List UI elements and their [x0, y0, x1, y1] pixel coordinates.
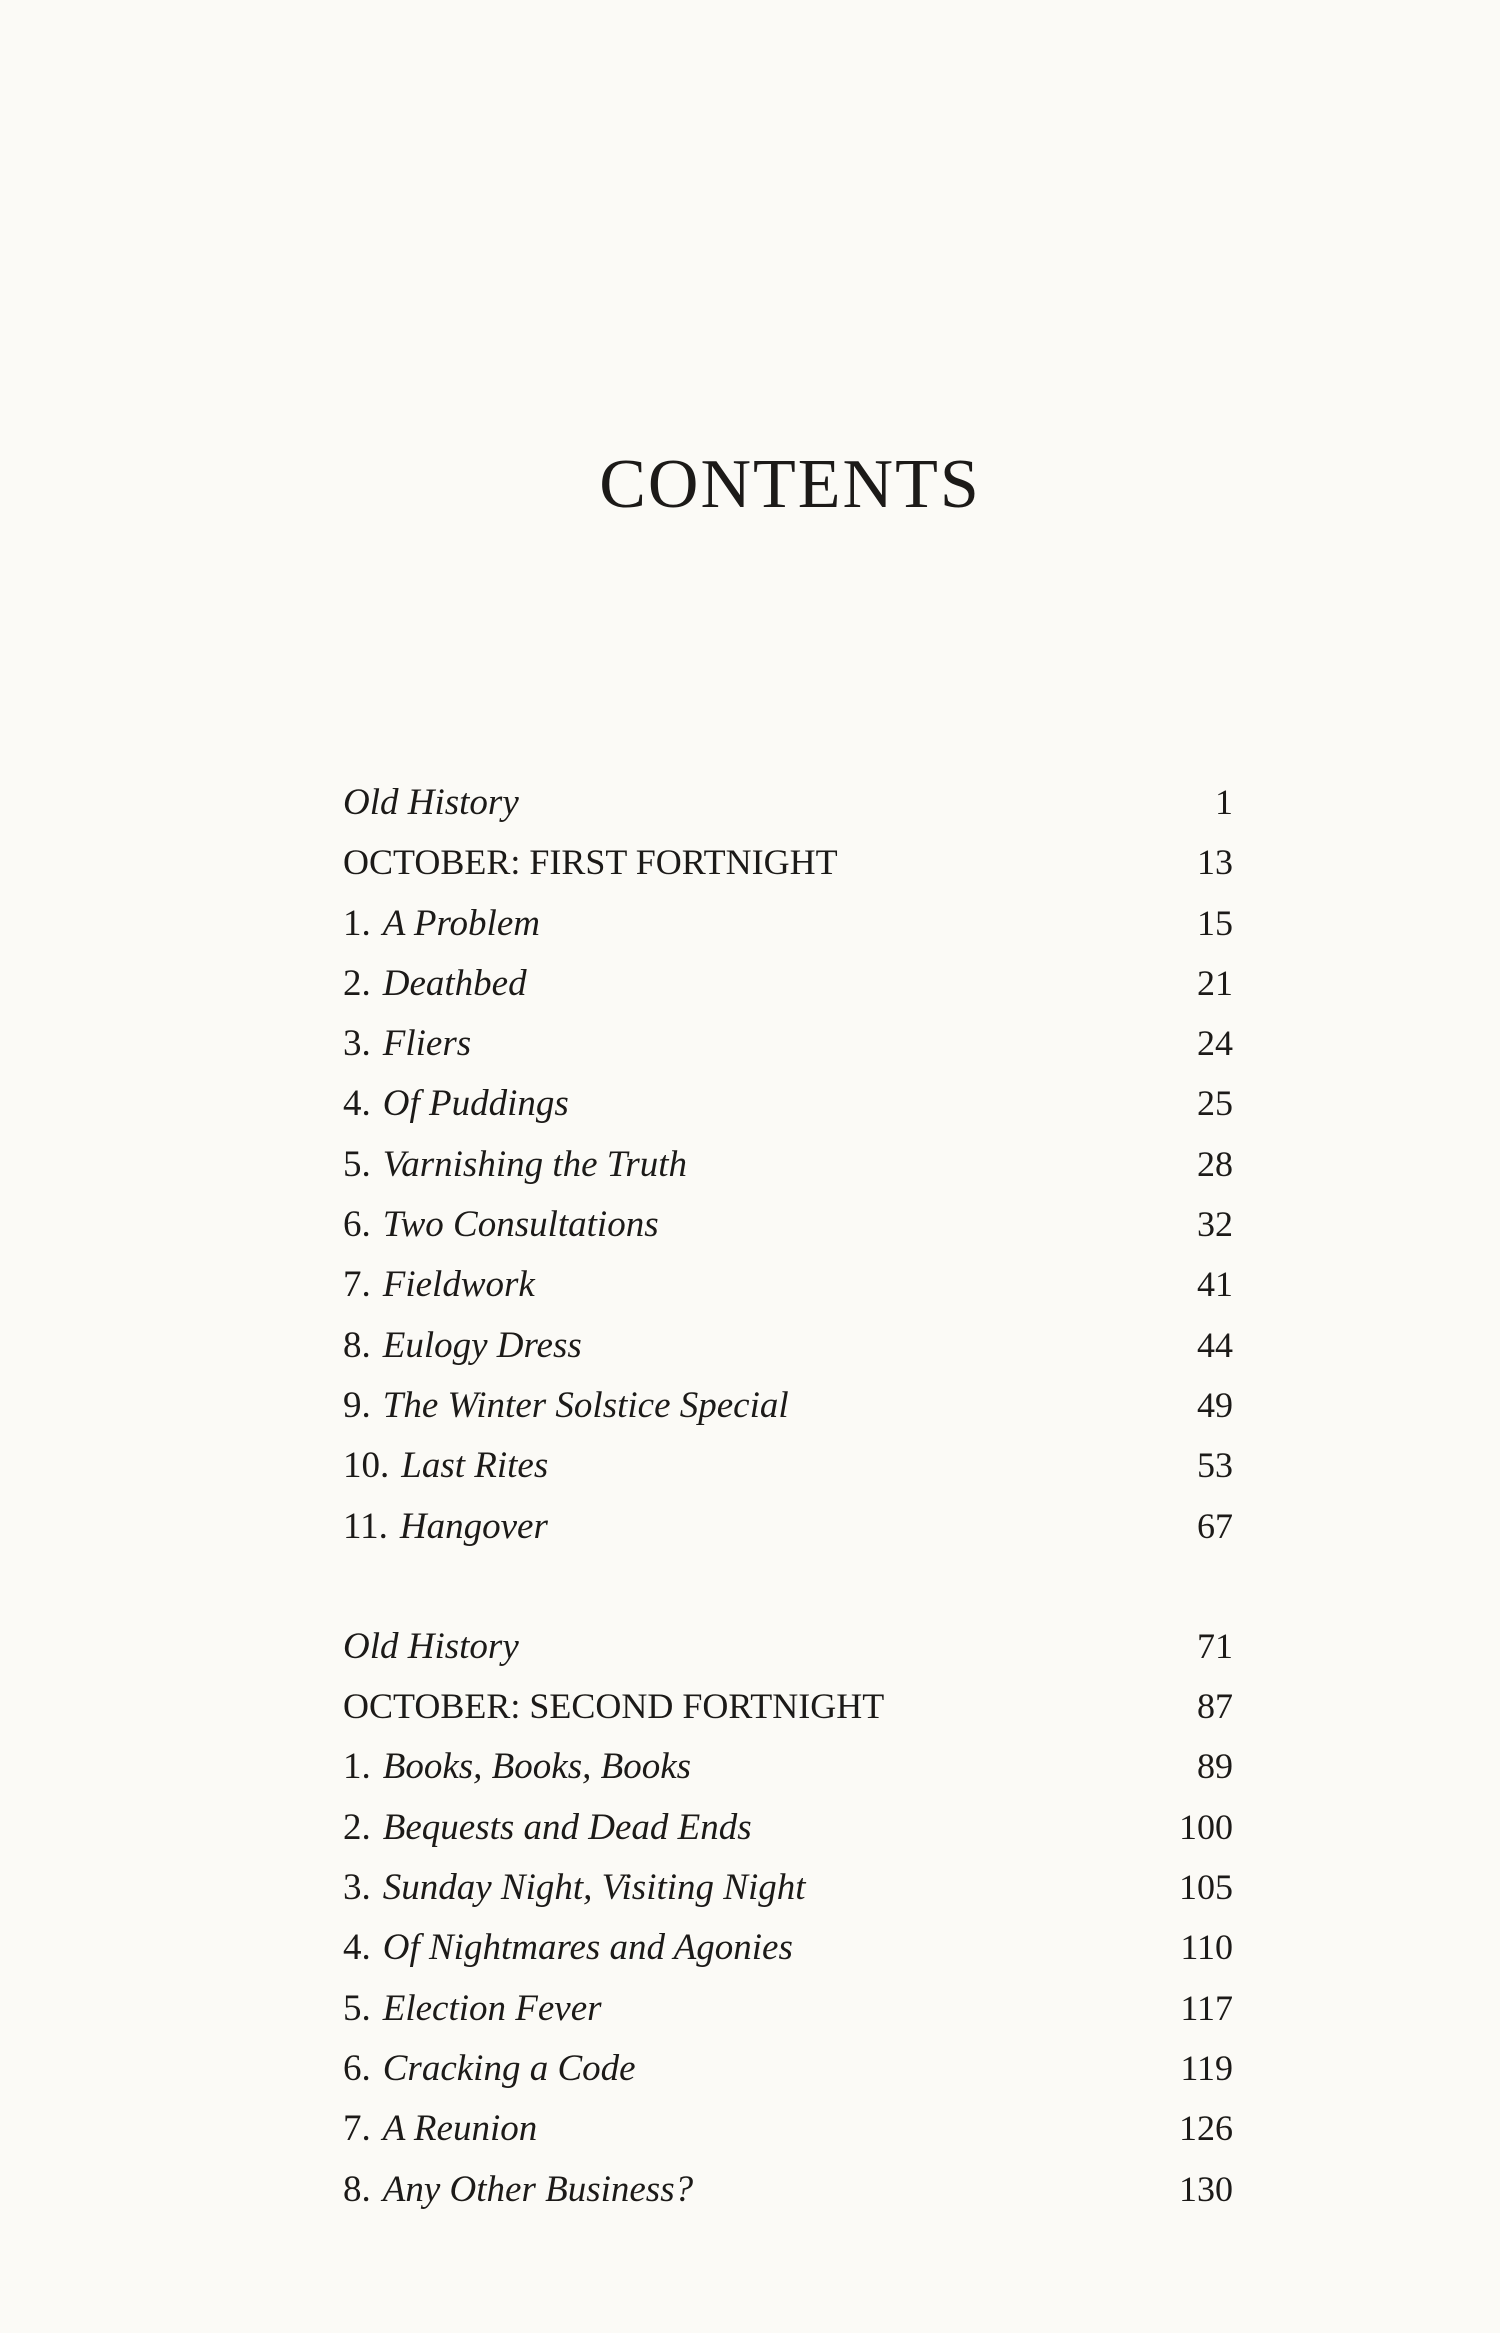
toc-entry[interactable]	[343, 832, 1233, 892]
chapter-number: 2.	[343, 962, 371, 1004]
toc-entry-label	[343, 894, 540, 954]
chapter-title: Fieldwork	[382, 1264, 535, 1306]
toc-entry-label	[343, 1074, 569, 1134]
chapter-title: The Winter Solstice Special	[382, 1384, 789, 1426]
toc-entry-label	[343, 1497, 548, 1557]
toc-entry[interactable]	[343, 893, 1233, 953]
chapter-number: 4.	[343, 1083, 371, 1125]
chapter-number: 6.	[343, 1204, 371, 1246]
page-number: 105	[1179, 1867, 1233, 1908]
page-number: 49	[1197, 1384, 1233, 1425]
chapter-number: 7.	[343, 1264, 371, 1306]
toc-entry[interactable]	[343, 1315, 1233, 1375]
toc-entry-label	[343, 1255, 535, 1315]
page-number: 32	[1197, 1204, 1233, 1245]
toc-entry[interactable]	[343, 2038, 1233, 2098]
toc-entry-label	[343, 1436, 548, 1496]
page-number: 71	[1197, 1625, 1233, 1666]
table-of-contents	[343, 772, 1233, 2219]
chapter-number: 11.	[343, 1505, 388, 1547]
toc-entry-label	[343, 1014, 471, 1074]
toc-entry-label	[343, 1316, 582, 1376]
chapter-title: Old History	[343, 782, 519, 823]
toc-entry[interactable]	[343, 1073, 1233, 1133]
page-number: 41	[1197, 1264, 1233, 1305]
toc-entry-label	[343, 1617, 519, 1677]
page-number: 44	[1197, 1324, 1233, 1365]
page-number: 53	[1197, 1445, 1233, 1486]
chapter-number: 1.	[343, 1746, 371, 1788]
toc-entry[interactable]	[343, 1254, 1233, 1314]
toc-entry-label	[343, 1798, 752, 1858]
toc-entry[interactable]	[343, 1736, 1233, 1796]
chapter-title: Deathbed	[382, 962, 527, 1004]
page-number: 119	[1180, 2047, 1233, 2088]
toc-entry-label	[343, 1918, 793, 1978]
chapter-title: Bequests and Dead Ends	[382, 1806, 752, 1848]
toc-entry-label	[343, 1858, 806, 1918]
toc-entry-label	[343, 2160, 693, 2220]
toc-entry[interactable]	[343, 1435, 1233, 1495]
chapter-title: A Reunion	[382, 2108, 538, 2150]
chapter-number: 2.	[343, 1806, 371, 1848]
page-number: 87	[1197, 1686, 1233, 1727]
chapter-title: Sunday Night, Visiting Night	[382, 1867, 806, 1909]
chapter-number: 3.	[343, 1867, 371, 1909]
page-number: 126	[1179, 2108, 1233, 2149]
toc-entry[interactable]	[343, 1676, 1233, 1736]
chapter-title: Varnishing the Truth	[382, 1143, 688, 1185]
toc-entry-label	[343, 2039, 636, 2099]
page-number: 24	[1197, 1023, 1233, 1064]
toc-entry[interactable]	[343, 1797, 1233, 1857]
page-number: 100	[1179, 1806, 1233, 1847]
page-number: 13	[1197, 842, 1233, 883]
page-number: 25	[1197, 1083, 1233, 1124]
toc-entry[interactable]	[343, 1616, 1233, 1676]
toc-section	[343, 1616, 1233, 2219]
page-number: 1	[1215, 782, 1233, 822]
toc-entry-label	[343, 773, 519, 833]
toc-entry[interactable]	[343, 772, 1233, 832]
toc-entry-label	[343, 1979, 602, 2039]
chapter-number: 8.	[343, 1324, 371, 1366]
toc-entry-label	[343, 1676, 884, 1736]
chapter-title: Eulogy Dress	[382, 1324, 582, 1366]
chapter-number: 7.	[343, 2108, 371, 2150]
toc-entry-label	[343, 1135, 687, 1195]
toc-entry-label	[343, 832, 838, 892]
toc-entry-label	[343, 1737, 691, 1797]
toc-entry-label	[343, 954, 527, 1014]
page-number: 67	[1197, 1505, 1233, 1546]
toc-entry[interactable]	[343, 1194, 1233, 1254]
chapter-number: 1.	[343, 902, 371, 944]
page-title: CONTENTS	[599, 446, 981, 523]
toc-section	[343, 772, 1233, 1556]
chapter-title: A Problem	[382, 902, 540, 944]
toc-entry[interactable]	[343, 1496, 1233, 1556]
chapter-title: Books, Books, Books	[382, 1746, 692, 1788]
chapter-title: Fliers	[382, 1023, 472, 1065]
toc-entry[interactable]	[343, 1978, 1233, 2038]
page-number: 15	[1197, 902, 1233, 943]
chapter-number: 9.	[343, 1384, 371, 1426]
toc-entry-label	[343, 1195, 659, 1255]
chapter-number: 5.	[343, 1987, 371, 2029]
chapter-title: Cracking a Code	[382, 2047, 636, 2089]
toc-entry[interactable]	[343, 1857, 1233, 1917]
page-number: 110	[1180, 1927, 1233, 1968]
page-number: 21	[1197, 962, 1233, 1003]
part-heading: OCTOBER: FIRST FORTNIGHT	[343, 842, 838, 883]
page-number: 117	[1180, 1987, 1233, 2028]
chapter-title: Old History	[343, 1625, 519, 1667]
toc-entry[interactable]	[343, 1917, 1233, 1977]
toc-entry[interactable]	[343, 1134, 1233, 1194]
page-number: 28	[1197, 1143, 1233, 1184]
chapter-number: 6.	[343, 2047, 371, 2089]
toc-entry[interactable]	[343, 1013, 1233, 1073]
chapter-number: 8.	[343, 2168, 371, 2210]
toc-entry[interactable]	[343, 1375, 1233, 1435]
toc-entry[interactable]	[343, 2098, 1233, 2158]
chapter-title: Hangover	[399, 1505, 548, 1547]
toc-entry-label	[343, 2099, 537, 2159]
page-number: 89	[1197, 1746, 1233, 1787]
chapter-number: 5.	[343, 1143, 371, 1185]
chapter-number: 10.	[343, 1445, 390, 1487]
chapter-title: Of Puddings	[382, 1083, 569, 1125]
toc-entry[interactable]	[343, 2159, 1233, 2219]
toc-entry-label	[343, 1376, 789, 1436]
chapter-title: Last Rites	[401, 1445, 549, 1487]
chapter-number: 4.	[343, 1927, 371, 1969]
chapter-title: Election Fever	[382, 1987, 602, 2029]
chapter-title: Any Other Business?	[382, 2168, 694, 2210]
chapter-title: Of Nightmares and Agonies	[382, 1927, 793, 1969]
toc-entry[interactable]	[343, 953, 1233, 1013]
chapter-number: 3.	[343, 1023, 371, 1065]
chapter-title: Two Consultations	[382, 1204, 659, 1246]
page-number: 130	[1179, 2168, 1233, 2209]
part-heading: OCTOBER: SECOND FORTNIGHT	[343, 1686, 885, 1727]
